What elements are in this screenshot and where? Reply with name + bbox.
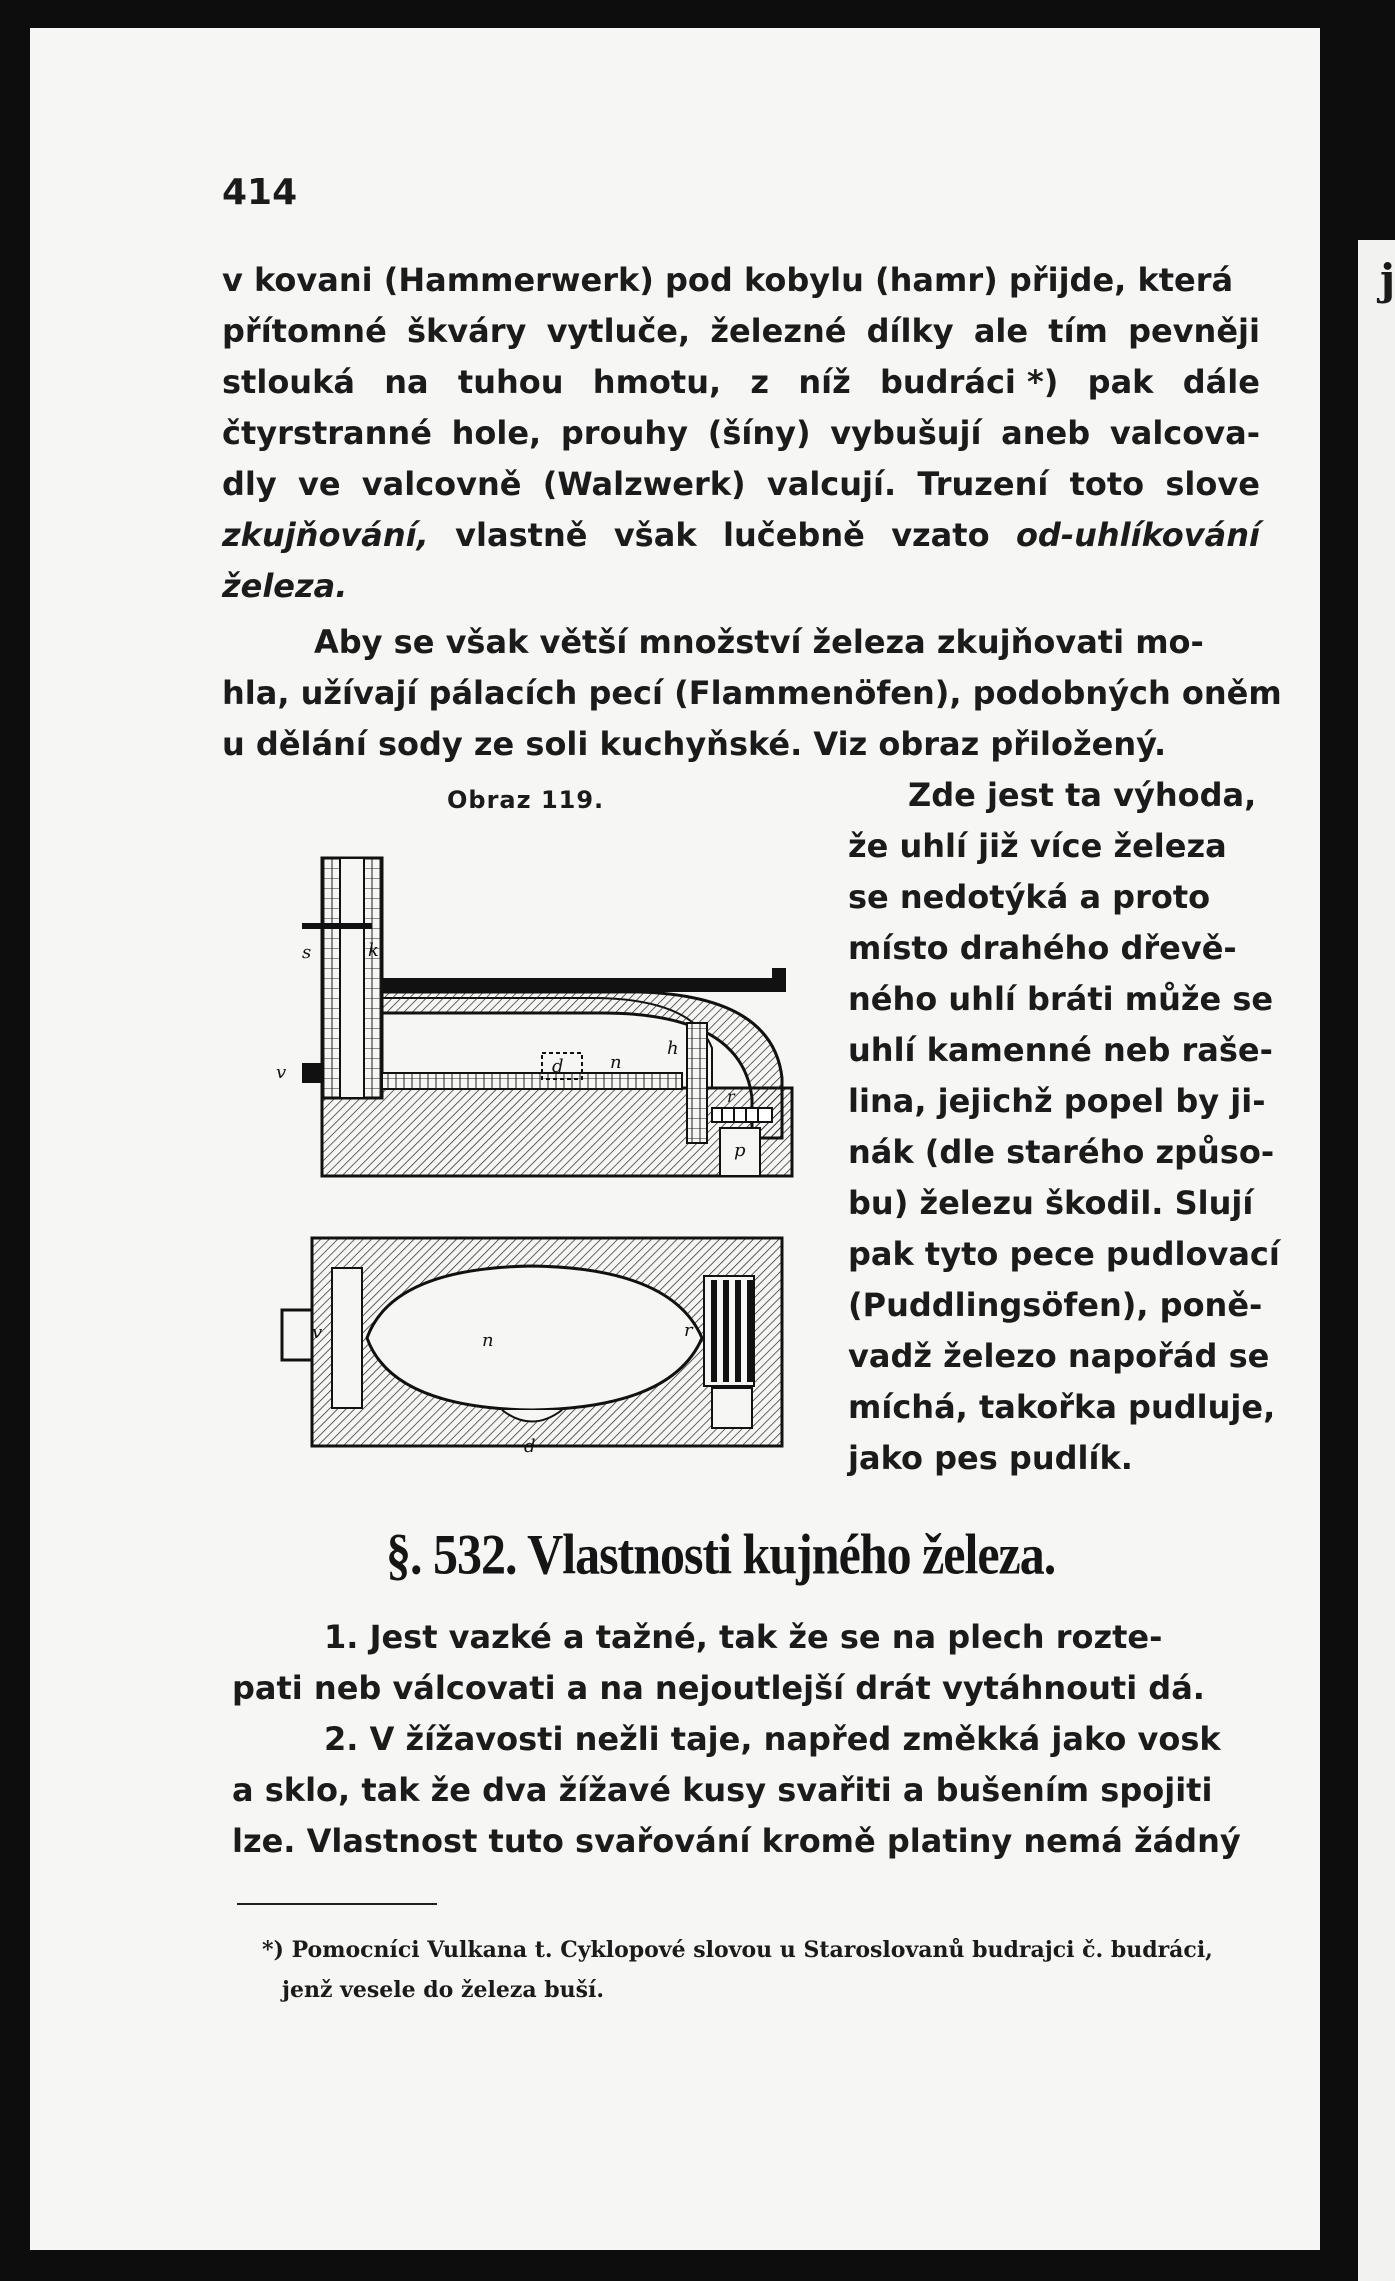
text-line: 2. V žížavosti nežli taje, napřed změkká jako vosk — [324, 1720, 1221, 1758]
figure-label: s — [302, 942, 312, 963]
text-line: se nedotýká a proto — [848, 878, 1211, 916]
text-line: hla, užívají pálacích pecí (Flammenöfen), podobných oněm — [222, 674, 1282, 712]
text-line: lina, jejichž popel by ji- — [848, 1082, 1266, 1120]
facing-page-char: j — [1380, 255, 1395, 304]
text-line: Zde jest ta výhoda, — [908, 776, 1257, 814]
text-line: pati neb válcovati a na nejoutlejší drát vytáhnouti dá. — [232, 1669, 1205, 1707]
figure-label: k — [368, 940, 379, 961]
text-line: 1. Jest vazké a tažné, tak že se na plech rozte- — [324, 1618, 1163, 1656]
footnote-line: jenž vesele do železa buší. — [282, 1977, 605, 2003]
text-line: pak tyto pece pudlovací — [848, 1235, 1280, 1273]
text-line: zkujňování, vlastně však lučebně vzato od-uhlíkování — [222, 516, 1260, 554]
text-line: jako pes pudlík. — [848, 1439, 1133, 1477]
figure-side-text — [848, 770, 1280, 1484]
text-line: a sklo, tak že dva žížavé kusy svařiti a bušením spojiti — [232, 1771, 1213, 1809]
figure-label: d — [524, 1436, 536, 1456]
text-line: míchá, takořka pudluje, — [848, 1388, 1276, 1426]
furnace-section-figure — [272, 838, 812, 1178]
footnote-line: *) Pomocníci Vulkana t. Cyklopové slovou u Staroslovanů budrajci č. budráci, — [262, 1937, 1213, 1963]
furnace-plan-figure — [272, 1228, 812, 1456]
figure-label: h — [667, 1038, 679, 1059]
figure-label: d — [552, 1056, 564, 1077]
text-line: železa. — [222, 567, 348, 605]
page-number: 414 — [222, 172, 298, 213]
paragraph-3 — [232, 1612, 1260, 1867]
text-line: stlouká na tuhou hmotu, z níž budráci *) pak dále — [222, 363, 1260, 401]
figure-caption: Obraz 119. — [447, 786, 605, 814]
figure-label: v — [312, 1322, 323, 1343]
text-line: dly ve valcovně (Walzwerk) valcují. Truzení toto slove — [222, 465, 1260, 503]
text-line: přítomné škváry vytluče, železné dílky ale tím pevněji — [222, 312, 1260, 350]
text-line: Aby se však větší množství železa zkujňovati mo- — [314, 623, 1204, 661]
footnote — [262, 1930, 1292, 2010]
text-line: u dělání sody ze soli kuchyňské. Viz obraz přiložený. — [222, 725, 1167, 763]
figure-label: r — [684, 1320, 693, 1341]
figure-label: n — [482, 1330, 494, 1351]
text-line: uhlí kamenné neb raše- — [848, 1031, 1273, 1069]
figure-label: v — [276, 1062, 287, 1083]
text-line: místo drahého dřevě- — [848, 929, 1237, 967]
figure-label: r — [727, 1087, 735, 1106]
text-line: vadž železo napořád se — [848, 1337, 1270, 1375]
section-heading: §. 532. Vlastnosti kujného železa. — [386, 1521, 1056, 1587]
facing-page-edge — [1358, 240, 1395, 2281]
text-line: ného uhlí bráti může se — [848, 980, 1274, 1018]
text-line: nák (dle starého způso- — [848, 1133, 1275, 1171]
figure-label: n — [610, 1052, 622, 1073]
figure-label: p — [734, 1140, 746, 1161]
text-line: lze. Vlastnost tuto svařování kromě platiny nemá žádný — [232, 1822, 1241, 1860]
text-line: bu) železu škodil. Slují — [848, 1184, 1254, 1222]
text-line: že uhlí již více železa — [848, 827, 1227, 865]
text-line: v kovani (Hammerwerk) pod kobylu (hamr) přijde, která — [222, 261, 1234, 299]
paragraph-2 — [222, 617, 1282, 770]
text-line: čtyrstranné hole, prouhy (šíny) vybušují aneb valcova- — [222, 414, 1260, 452]
footnote-rule — [237, 1903, 437, 1905]
text-line: (Puddlingsöfen), poně- — [848, 1286, 1263, 1324]
paragraph-1 — [222, 255, 1260, 612]
